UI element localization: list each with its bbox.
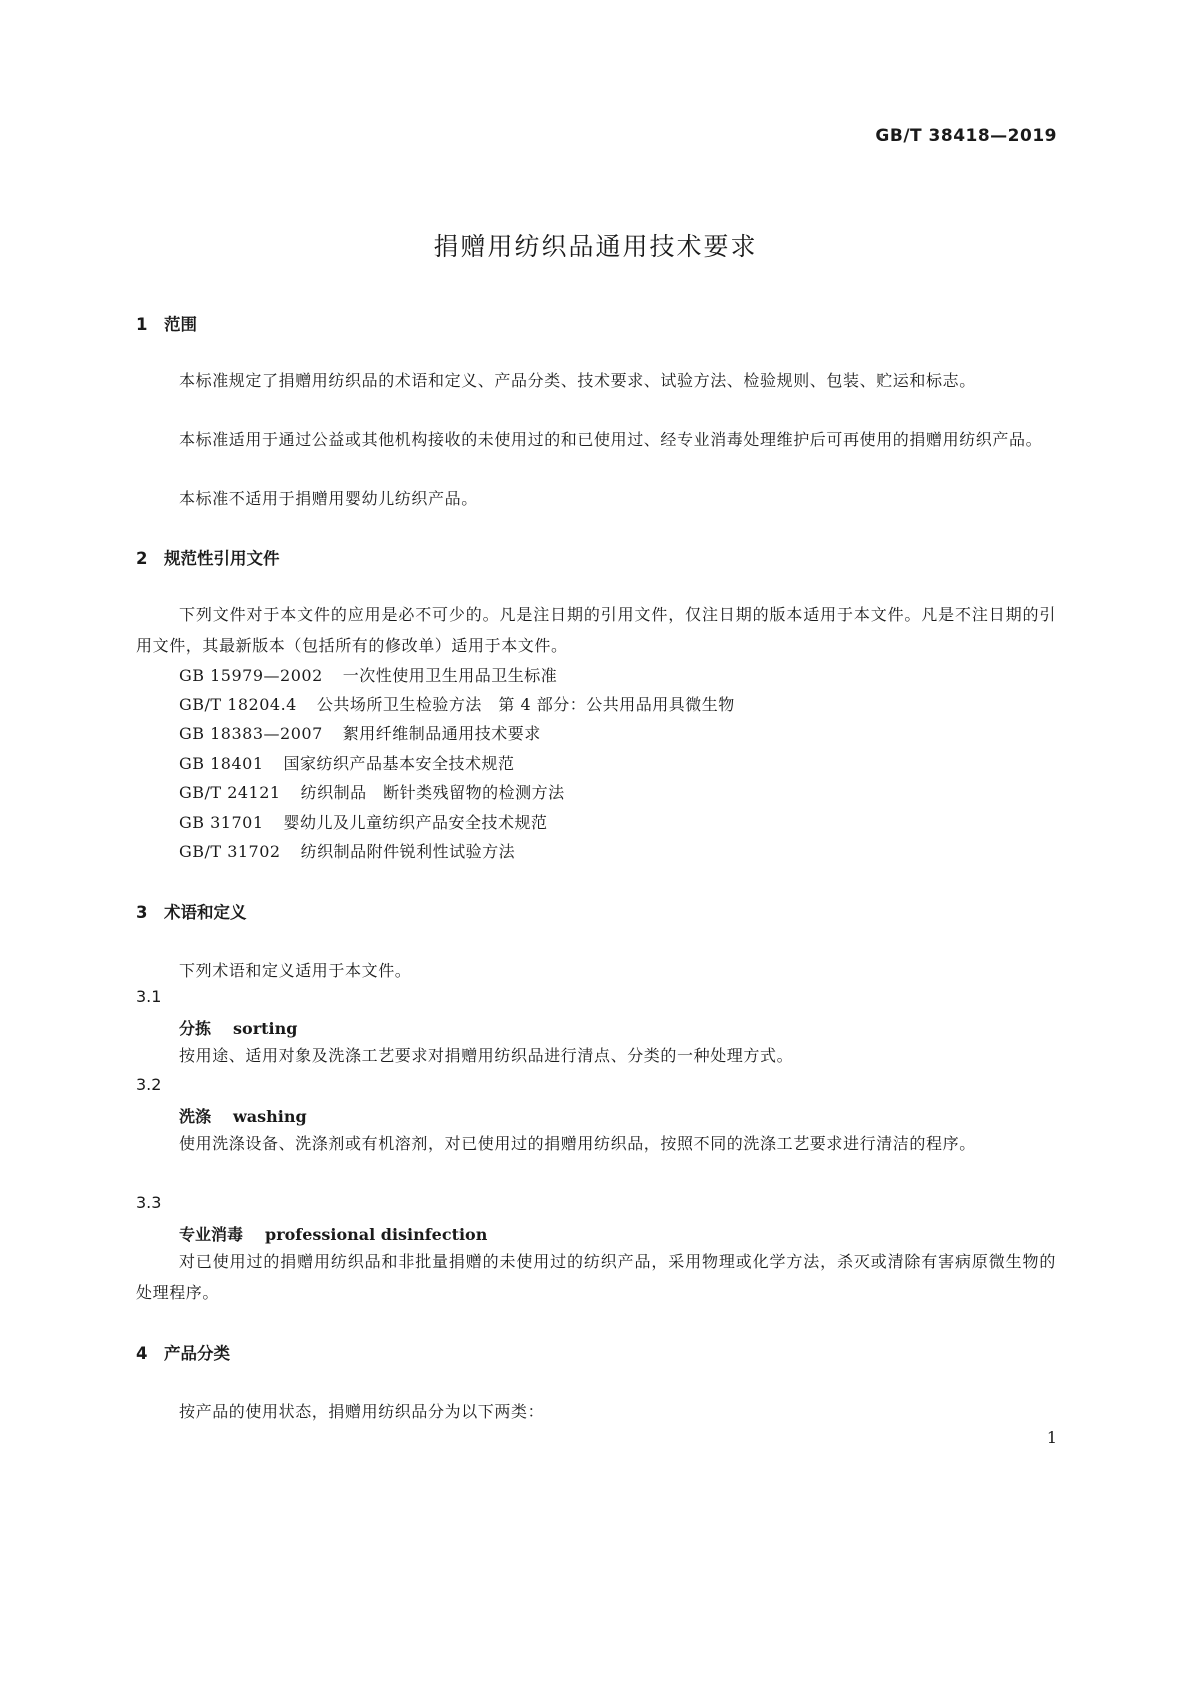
section-title: 产品分类 — [164, 1344, 230, 1363]
section-number: 3 — [136, 903, 148, 922]
section-heading-normative-references — [136, 545, 280, 569]
reference-title: 絮用纤维制品通用技术要求 — [342, 724, 541, 743]
standard-code: GB/T 38418—2019 — [875, 126, 1057, 146]
term-definition: 使用洗涤设备、洗涤剂或有机溶剂，对已使用过的捐赠用纺织品，按照不同的洗涤工艺要求进行清洁的程序。 — [179, 1134, 976, 1153]
section-title: 规范性引用文件 — [164, 549, 280, 568]
reference-item — [179, 751, 515, 774]
scope-paragraph: 本标准不适用于捐赠用婴幼儿纺织产品。 — [179, 489, 478, 508]
reference-code: GB 31701 — [179, 813, 264, 832]
term-zh: 专业消毒 — [179, 1225, 244, 1244]
reference-item — [179, 692, 735, 715]
reference-item — [179, 810, 548, 833]
section-number: 4 — [136, 1344, 148, 1363]
section-heading-scope — [136, 311, 197, 335]
document-title: 捐赠用纺织品通用技术要求 — [433, 232, 758, 261]
reference-title: 纺织制品附件锐利性试验方法 — [300, 842, 516, 861]
reference-title: 国家纺织产品基本安全技术规范 — [283, 754, 515, 773]
reference-code: GB 15979—2002 — [179, 666, 323, 685]
references-intro: 下列文件对于本文件的应用是必不可少的。凡是注日期的引用文件，仅注日期的版本适用于本文件。凡是不注日期的引用文件，其最新版本（包括所有的修改单）适用于本文件。 — [136, 605, 1056, 655]
term-number: 3.2 — [136, 1075, 162, 1094]
reference-title: 公共场所卫生检验方法 第 4 部分：公共用品用具微生物 — [316, 695, 735, 714]
terms-intro: 下列术语和定义适用于本文件。 — [179, 961, 412, 980]
reference-code: GB/T 18204.4 — [179, 695, 297, 714]
term-heading — [179, 1104, 307, 1127]
reference-item — [179, 663, 557, 686]
term-en: sorting — [233, 1019, 298, 1038]
classification-intro: 按产品的使用状态，捐赠用纺织品分为以下两类： — [179, 1402, 545, 1421]
section-title: 术语和定义 — [164, 903, 247, 922]
section-heading-terms — [136, 899, 247, 923]
term-definition: 对已使用过的捐赠用纺织品和非批量捐赠的未使用过的纺织产品，采用物理或化学方法，杀灭或清除有害病原微生物的处理程序。 — [136, 1252, 1056, 1302]
term-heading — [179, 1016, 297, 1039]
reference-title: 婴幼儿及儿童纺织产品安全技术规范 — [283, 813, 548, 832]
term-number: 3.1 — [136, 987, 162, 1006]
section-number: 2 — [136, 549, 148, 568]
section-heading-classification — [136, 1340, 230, 1364]
reference-code: GB 18383—2007 — [179, 724, 323, 743]
term-zh: 分拣 — [179, 1019, 212, 1038]
section-number: 1 — [136, 315, 148, 334]
reference-code: GB/T 31702 — [179, 842, 281, 861]
reference-item — [179, 780, 565, 803]
reference-title: 纺织制品 断针类残留物的检测方法 — [300, 783, 565, 802]
reference-item — [179, 721, 541, 744]
scope-paragraph: 本标准规定了捐赠用纺织品的术语和定义、产品分类、技术要求、试验方法、检验规则、包装、贮运和标志。 — [179, 371, 976, 390]
term-definition: 按用途、适用对象及洗涤工艺要求对捐赠用纺织品进行清点、分类的一种处理方式。 — [179, 1046, 794, 1065]
reference-code: GB 18401 — [179, 754, 264, 773]
term-en: washing — [233, 1107, 307, 1126]
term-heading — [179, 1222, 487, 1245]
scope-paragraph: 本标准适用于通过公益或其他机构接收的未使用过的和已使用过、经专业消毒处理维护后可再使用的捐赠用纺织产品。 — [179, 430, 1043, 449]
term-zh: 洗涤 — [179, 1107, 212, 1126]
reference-code: GB/T 24121 — [179, 783, 281, 802]
term-number: 3.3 — [136, 1193, 162, 1212]
section-title: 范围 — [164, 315, 197, 334]
term-en: professional disinfection — [265, 1225, 488, 1244]
reference-item — [179, 839, 515, 862]
page-number: 1 — [1046, 1428, 1057, 1447]
reference-title: 一次性使用卫生用品卫生标准 — [342, 666, 558, 685]
